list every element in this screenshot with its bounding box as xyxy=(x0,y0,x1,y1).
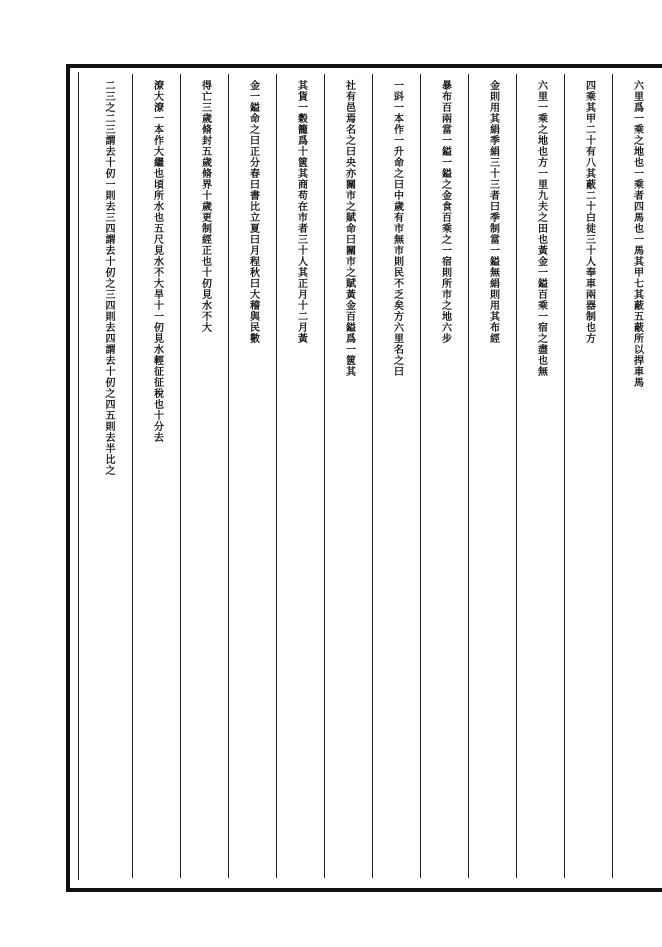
column-text: 暴布百兩當一鎰一鎰之金食百乘之一宿則所市之地六步 xyxy=(439,80,451,344)
column-text: 一㪷一本作一升命之曰中歲有市無市則民不乏矣方六里名之曰 xyxy=(391,80,403,377)
text-columns xyxy=(80,74,660,878)
column-text: 得亡三歲脩封五歲脩界十歲更制經正也十仞見水不大 xyxy=(199,80,211,333)
column-text: 六里一乘之地也方一里九夫之田也黃金一鎰百乘一宿之盡也無 xyxy=(535,80,547,377)
text-column-2 xyxy=(564,74,612,878)
text-column-5 xyxy=(420,74,468,878)
text-column-3 xyxy=(516,74,564,878)
text-column-9 xyxy=(228,74,276,878)
column-text: 六里爲一乘之地也一乘者四馬也一馬其甲七其蔽五蔽所以捍車馬 xyxy=(631,80,643,388)
column-text: 其貨一穀籠爲十篋其商苟在市者三十人其正月十二月黃 xyxy=(295,80,307,344)
text-column-6 xyxy=(372,74,420,878)
text-column-8 xyxy=(276,74,324,878)
column-text: 潦大潦一本作大繼也頃所水也五尺見水不大旱十一仞見水輕征征稅也十分去 xyxy=(151,80,163,443)
text-column-1 xyxy=(612,74,660,878)
text-column-7 xyxy=(324,74,372,878)
column-text: 四乘其甲二十有八其蔽二十白徒三十人奉車兩器制也方 xyxy=(583,80,595,344)
column-text: 金一鎰命之曰正分春曰書比立夏曰月程秋曰大稽與民數 xyxy=(247,80,259,344)
text-column-11 xyxy=(132,74,180,878)
column-text: 金則用其絹季絹三十三者曰季制當一鎰無絹則用其布經 xyxy=(487,80,499,344)
text-column-12 xyxy=(84,74,132,878)
text-column-4 xyxy=(468,74,516,878)
text-column-10 xyxy=(180,74,228,878)
column-text: 社有邑焉名之曰央亦關市之賦命曰關市之賦黃金百鎰爲一篋其 xyxy=(343,80,355,377)
column-text: 二三之二三謂去十仞一則去三四謂去十仞之三四則去四謂去十仞之四五則去半比之 xyxy=(103,80,114,476)
